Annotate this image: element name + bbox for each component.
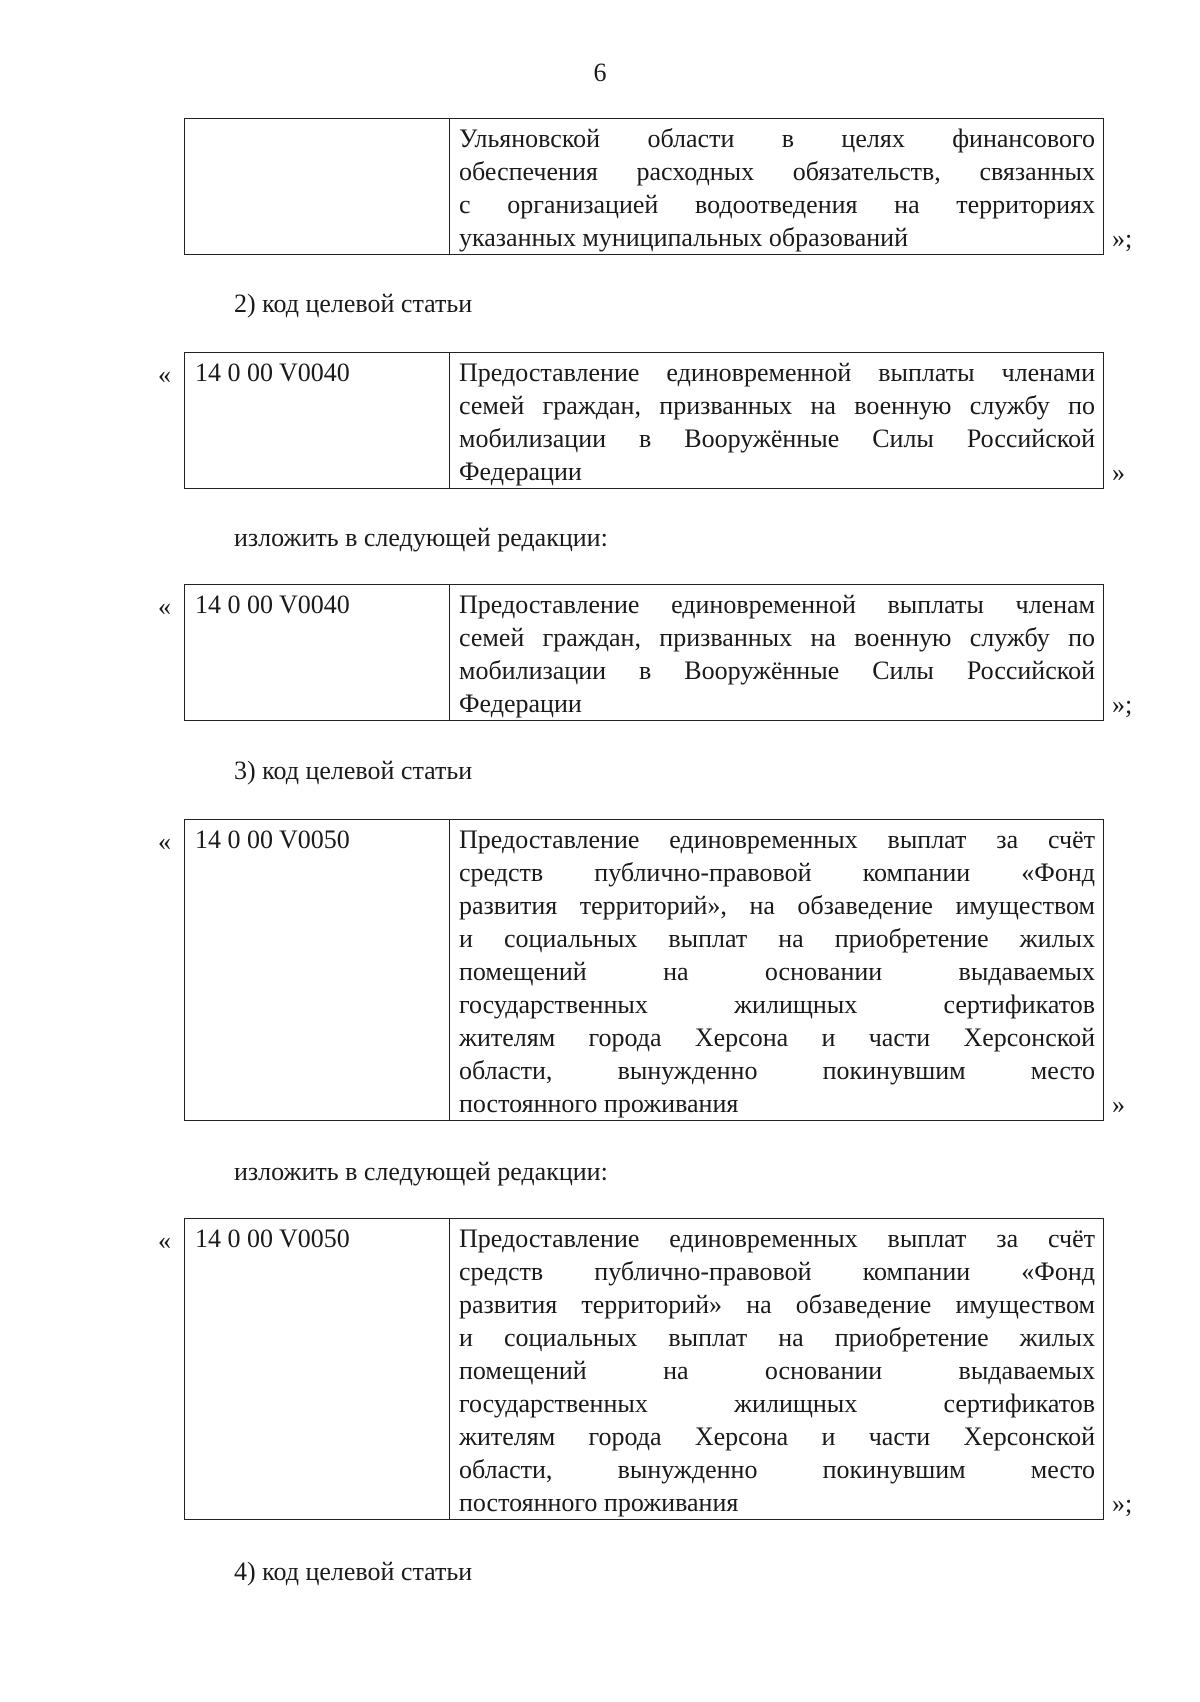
description-line: Федерации (459, 457, 582, 486)
code-table-old-v0040 (184, 352, 1104, 489)
description-line: средств публично-правовой компании «Фонд (459, 858, 1095, 887)
description-cell (450, 585, 1104, 721)
page-number: 6 (593, 58, 607, 87)
code-cell: 14 0 00 V0050 (185, 1219, 450, 1520)
paragraph-item-4: 4) код целевой статьи (234, 1557, 473, 1586)
paragraph-item-3: 3) код целевой статьи (234, 756, 473, 785)
description-line: государственных жилищных сертификатов (459, 990, 1095, 1019)
code-cell (185, 119, 450, 255)
description-line: Федерации (459, 689, 582, 718)
description-line: мобилизации в Вооружённые Силы Российской (459, 424, 1095, 453)
description-line: Предоставление единовременных выплат за счёт (459, 1224, 1095, 1253)
description-line: постоянного проживания (459, 1488, 739, 1517)
paragraph-edit-note: изложить в следующей редакции: (234, 1157, 608, 1186)
paragraph-item-2: 2) код целевой статьи (234, 289, 473, 318)
code-table-new-v0050 (184, 1218, 1104, 1520)
code-table-old-v0050 (184, 819, 1104, 1121)
description-line: государственных жилищных сертификатов (459, 1389, 1095, 1418)
description-line: постоянного проживания (459, 1089, 739, 1118)
description-line: семей граждан, призванных на военную службу по (459, 623, 1095, 652)
description-line: Ульяновской области в целях финансового (459, 124, 1095, 153)
description-line: указанных муниципальных образований (459, 223, 908, 252)
description-line: семей граждан, призванных на военную службу по (459, 391, 1095, 420)
description-line: Предоставление единовременных выплат за счёт (459, 825, 1095, 854)
code-cell: 14 0 00 V0040 (185, 585, 450, 721)
opening-quote: « (158, 827, 171, 856)
description-cell (450, 1219, 1104, 1520)
description-line: и социальных выплат на приобретение жилых (459, 924, 1095, 953)
closing-quote: » (1112, 458, 1125, 487)
opening-quote: « (158, 592, 171, 621)
closing-quote: »; (1112, 224, 1133, 253)
description-line: средств публично-правовой компании «Фонд (459, 1257, 1095, 1286)
paragraph-edit-note: изложить в следующей редакции: (234, 523, 608, 552)
description-line: области, вынужденно покинувшим место (459, 1056, 1095, 1085)
description-line: помещений на основании выдаваемых (459, 957, 1095, 986)
description-line: и социальных выплат на приобретение жилых (459, 1323, 1095, 1352)
description-line: обеспечения расходных обязательств, связанных (459, 157, 1095, 186)
description-line: Предоставление единовременной выплаты членами (459, 358, 1095, 387)
description-line: Предоставление единовременной выплаты членам (459, 590, 1095, 619)
code-cell: 14 0 00 V0050 (185, 820, 450, 1121)
description-cell (450, 119, 1104, 255)
code-cell: 14 0 00 V0040 (185, 353, 450, 489)
description-line: с организацией водоотведения на территориях (459, 190, 1095, 219)
closing-quote: » (1112, 1090, 1125, 1119)
description-line: жителям города Херсона и части Херсонской (459, 1023, 1095, 1052)
description-line: развития территорий», на обзаведение имуществом (459, 891, 1095, 920)
description-cell (450, 353, 1104, 489)
description-line: помещений на основании выдаваемых (459, 1356, 1095, 1385)
opening-quote: « (158, 360, 171, 389)
closing-quote: »; (1112, 690, 1133, 719)
code-table-new-v0040 (184, 584, 1104, 721)
description-line: мобилизации в Вооружённые Силы Российской (459, 656, 1095, 685)
description-line: области, вынужденно покинувшим место (459, 1455, 1095, 1484)
opening-quote: « (158, 1226, 171, 1255)
code-table-continued (184, 118, 1104, 255)
description-cell (450, 820, 1104, 1121)
description-line: жителям города Херсона и части Херсонской (459, 1422, 1095, 1451)
description-line: развития территорий» на обзаведение имуществом (459, 1290, 1095, 1319)
closing-quote: »; (1112, 1489, 1133, 1518)
